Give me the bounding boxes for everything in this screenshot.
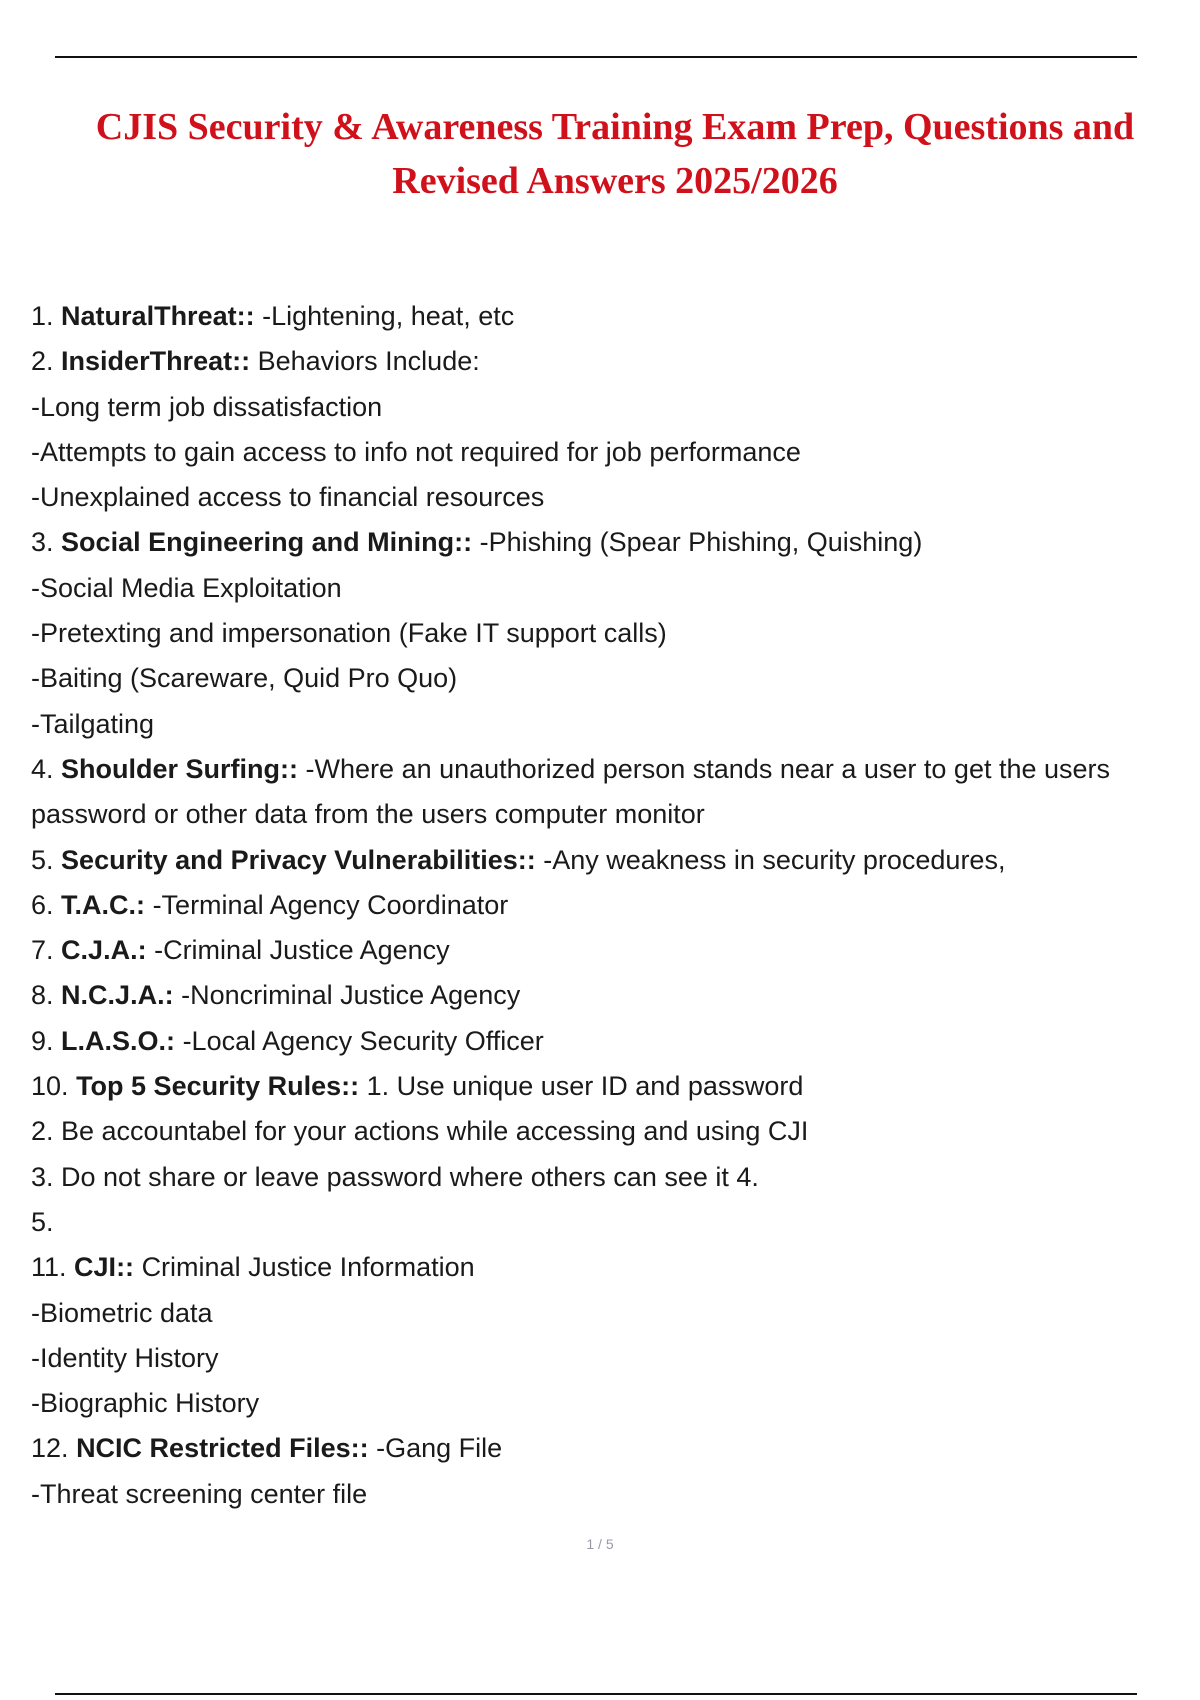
list-item-continuation: -Attempts to gain access to info not required for job performance (31, 436, 801, 467)
list-item-continuation: 2. Be accountabel for your actions while accessing and using CJI (31, 1116, 809, 1147)
item-definition: -Local Agency Security Officer (182, 1025, 544, 1056)
list-item (31, 294, 1171, 339)
list-item (31, 1245, 1171, 1290)
list-item-continuation: -Social Media Exploitation (31, 572, 342, 603)
item-number: 10. (31, 1071, 69, 1102)
list-item-continuation: -Identity History (31, 1342, 219, 1373)
item-number: 3. (31, 527, 54, 558)
list-item (31, 1064, 1171, 1109)
item-number: 11. (31, 1252, 67, 1283)
item-term: Security and Privacy Vulnerabilities:: (61, 844, 536, 875)
item-term: InsiderThreat:: (61, 346, 251, 377)
item-number: 7. (31, 935, 54, 966)
bottom-rule (55, 1693, 1137, 1695)
item-number: 4. (31, 753, 54, 784)
item-definition: -Any weakness in security procedures, (543, 844, 1006, 875)
item-number: 8. (31, 980, 54, 1011)
list-item-continuation: -Biometric data (31, 1297, 213, 1328)
top-rule (55, 56, 1137, 58)
item-term: T.A.C.: (61, 889, 146, 920)
item-term: Shoulder Surfing:: (61, 753, 299, 784)
item-term: C.J.A.: (61, 935, 147, 966)
list-item (31, 1019, 1171, 1064)
item-number: 1. (31, 301, 54, 331)
item-definition: 1. Use unique user ID and password (366, 1071, 804, 1102)
item-term: Top 5 Security Rules:: (76, 1071, 360, 1102)
item-number: 5. (31, 844, 54, 875)
list-item (31, 883, 1171, 928)
item-number: 6. (31, 889, 54, 920)
item-term: L.A.S.O.: (61, 1025, 176, 1056)
list-item (31, 838, 1171, 883)
item-term: CJI:: (74, 1252, 135, 1283)
title-line-2: Revised Answers 2025/2026 (392, 160, 838, 202)
question-list (31, 294, 1171, 1517)
item-definition: Behaviors Include: (257, 346, 480, 377)
document-title (40, 100, 1190, 208)
list-item-continuation: -Threat screening center file (31, 1478, 368, 1509)
list-item (31, 520, 1171, 565)
page-number: 1 / 5 (586, 1536, 614, 1552)
item-definition: -Gang File (376, 1433, 503, 1464)
list-item-continuation: -Tailgating (31, 708, 155, 739)
item-term: Social Engineering and Mining:: (61, 527, 473, 558)
item-term: N.C.J.A.: (61, 980, 174, 1011)
item-number: 12. (31, 1433, 69, 1464)
item-definition: -Terminal Agency Coordinator (152, 889, 509, 920)
list-item (31, 747, 1171, 838)
item-definition: -Phishing (Spear Phishing, Quishing) (479, 527, 923, 558)
item-term: NCIC Restricted Files:: (76, 1433, 369, 1464)
item-definition: Criminal Justice Information (141, 1252, 475, 1283)
list-item-continuation: -Unexplained access to financial resources (31, 482, 545, 513)
item-definition: -Criminal Justice Agency (154, 935, 450, 966)
item-definition: -Where an unauthorized person stands near a user to get the users password or other data from the users computer monitor (31, 753, 1111, 830)
item-definition: -Lightening, heat, etc (262, 301, 515, 331)
item-term: NaturalThreat:: (61, 301, 255, 331)
list-item (31, 339, 1171, 384)
item-number: 9. (31, 1025, 54, 1056)
list-item (31, 1426, 1171, 1471)
list-item-continuation: -Long term job dissatisfaction (31, 391, 383, 422)
list-item-continuation: -Pretexting and impersonation (Fake IT support calls) (31, 618, 667, 649)
list-item-continuation: 3. Do not share or leave password where others can see it 4. (31, 1161, 759, 1192)
list-item-continuation: -Biographic History (31, 1388, 260, 1419)
list-item (31, 928, 1171, 973)
item-definition: -Noncriminal Justice Agency (181, 980, 521, 1011)
list-item (31, 973, 1171, 1018)
item-number: 2. (31, 346, 54, 377)
list-item-continuation: -Baiting (Scareware, Quid Pro Quo) (31, 663, 458, 694)
list-item-continuation: 5. (31, 1206, 54, 1237)
title-line-1: CJIS Security & Awareness Training Exam Prep, Questions and (95, 106, 1135, 148)
